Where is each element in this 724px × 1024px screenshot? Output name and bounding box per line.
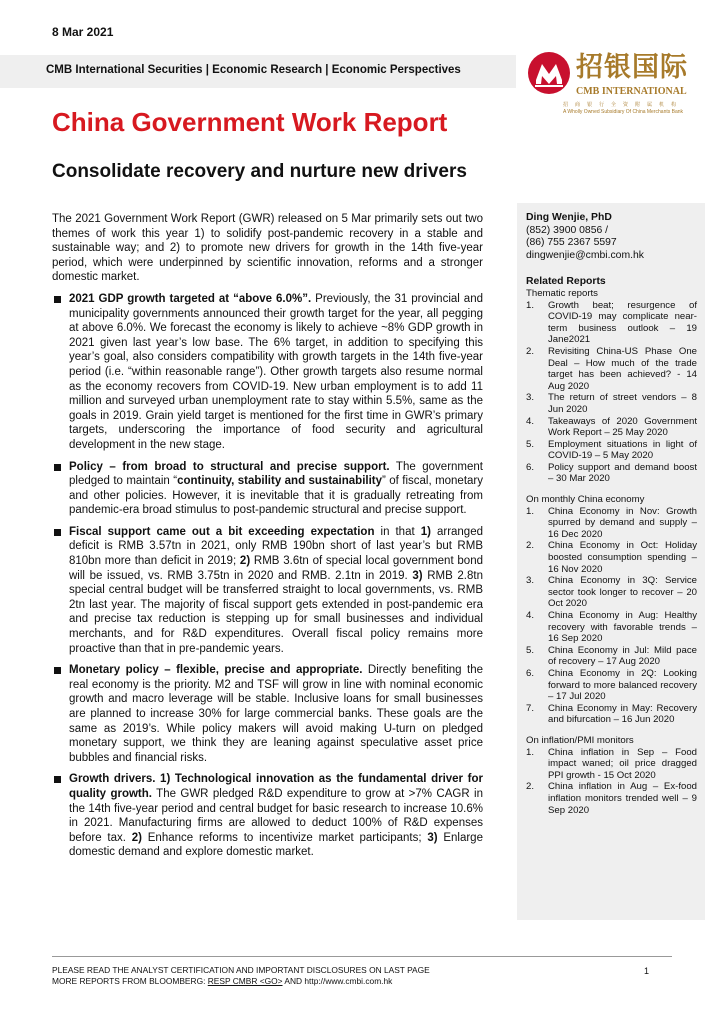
related-report-item[interactable] (526, 392, 697, 415)
item-number: 4. (526, 415, 535, 427)
bold-text: continuity, stability and sustainability (177, 475, 382, 488)
bullet-paragraph (52, 460, 483, 518)
item-number: 7. (526, 702, 535, 714)
logo-en-text: CMB INTERNATIONAL (576, 86, 687, 97)
report-title: The return of street vendors – 8 Jun 2020 (548, 392, 697, 415)
bold-text: 3) (427, 831, 438, 844)
related-report-item[interactable] (526, 645, 697, 668)
related-report-item[interactable] (526, 610, 697, 645)
item-number: 3. (526, 392, 535, 404)
header-bar (0, 55, 516, 88)
report-title: China Economy in 3Q: Service sector took longer to recover – 20 Oct 2020 (548, 575, 697, 610)
page-title: China Government Work Report (52, 107, 448, 137)
report-title: Takeaways of 2020 Government Work Report – 25 May 2020 (548, 415, 697, 439)
related-report-item[interactable] (526, 506, 697, 541)
report-group-title: On monthly China economy (526, 494, 645, 506)
item-number: 1. (526, 299, 535, 311)
footer-disclaimer: PLEASE READ THE ANALYST CERTIFICATION AND IMPORTANT DISCLOSURES ON LAST PAGE (52, 965, 430, 975)
report-group (526, 494, 697, 726)
analyst-email[interactable]: dingwenjie@cmbi.com.hk (526, 249, 644, 261)
logo-sub-cn: 招商银行全资附属机构 (562, 102, 683, 108)
logo-sub-en: A Wholly Owned Subsidiary Of China Merchants Bank (562, 109, 684, 115)
bloomberg-link[interactable]: RESP CMBR <GO> (207, 976, 283, 986)
bold-text: 2) (131, 831, 142, 844)
report-title: China Economy in Jul: Mild pace of recovery – 17 Aug 2020 (548, 644, 697, 668)
item-number: 5. (526, 438, 535, 450)
body-text: ” of fiscal, monetary and other policies. However, it is inevitable that it is gradually retreating from pandemic-era broad stimulus to post-pandemic structural and precise support. (69, 475, 484, 517)
report-title: Employment situations in light of COVID-19 – 5 May 2020 (548, 438, 697, 462)
body-text: The GWR pledged R&D expenditure to grow at >7% CAGR in the 14th five-year period and central budget for basic research to increase 10.6% in 2021. Manufacturing firms are allowed to deduct 100% of R&D expenses before tax. (69, 787, 483, 844)
related-report-item[interactable] (526, 781, 697, 816)
related-report-item[interactable] (526, 346, 697, 392)
item-number: 4. (526, 610, 535, 621)
body-text: Enlarge domestic demand and explore domestic market. (69, 831, 483, 859)
intro-paragraph: The 2021 Government Work Report (GWR) released on 5 Mar primarily sets out two themes of work this year 1) to solidify post-pandemic recovery in a stable and sustainable way; and 2) to promote new drivers for growth in the 14th five-year period, which were underpinned by scientific innovation, reforms and a stronger domestic market. (52, 213, 483, 284)
bold-text: Policy – from broad to structural and precise support. (69, 460, 390, 473)
item-number: 3. (526, 575, 535, 587)
sidebar (517, 203, 705, 920)
footer (52, 965, 632, 987)
item-number: 2. (526, 540, 535, 552)
bold-text: 2021 GDP growth targeted at “above 6.0%”. (69, 292, 312, 305)
website-text[interactable]: AND http://www.cmbi.com.hk (282, 976, 393, 986)
body-text: Enhance reforms to incentivize market participants; (141, 831, 428, 844)
related-report-item[interactable] (526, 300, 697, 346)
report-title: China Economy in May: Recovery and bifurcation – 16 Jun 2020 (548, 702, 697, 726)
body-text: in that (374, 525, 421, 538)
footer-text: MORE REPORTS FROM BLOOMBERG: (52, 976, 208, 986)
related-report-item[interactable] (526, 462, 697, 485)
bold-text: Monetary policy – flexible, precise and appropriate. (69, 664, 363, 677)
item-number: 6. (526, 461, 535, 473)
related-report-item[interactable] (526, 540, 697, 575)
related-report-item[interactable] (526, 416, 697, 439)
cmb-logo-icon (528, 52, 570, 94)
related-reports-heading: Related Reports (526, 276, 606, 288)
item-number: 1. (526, 505, 535, 517)
page-number: 1 (644, 966, 650, 976)
report-title: China inflation in Aug – Ex-food inflation monitors trended well – 9 Sep 2020 (548, 781, 697, 816)
report-group-title: Thematic reports (526, 287, 598, 299)
related-report-item[interactable] (526, 439, 697, 462)
report-group-title: On inflation/PMI monitors (526, 734, 634, 746)
footer-divider (52, 956, 672, 957)
body-text: Previously, the 31 provincial and municipality governments announced their growth target for the year, all pegging at above 6.0%. We forecast the economy is likely to achieve ~8% GDP growth in 2021 given last year’s low base. The 6% target, in addition to specifying this year’s goal, also considers compatibility with growth targets in the 14th five-year period (i.e. “within reasonable range”). Other growth targets also resume normal as the economy recovers from COVID-19. New urban employment is to add 11 million and surveyed urban unemployment rate to stay within 5.5%, same as the goals in 2019. Grain yield target is mentioned for the first time in GWR’s primary targets, underscoring the importance of food security and agricultural development in the new stage. (69, 292, 483, 451)
bold-text: 1) (420, 525, 431, 538)
bullet-paragraph (52, 525, 483, 656)
logo-subtitle (528, 102, 718, 116)
item-number: 1. (526, 746, 535, 758)
item-number: 2. (526, 345, 535, 357)
report-title: China Economy in 2Q: Looking forward to more balanced recovery – 17 Jul 2020 (548, 667, 697, 703)
bullet-paragraph (52, 772, 483, 860)
report-date: 8 Mar 2021 (52, 25, 114, 39)
item-number: 2. (526, 781, 535, 793)
item-number: 6. (526, 667, 535, 679)
report-group (526, 735, 697, 816)
report-title: China Economy in Nov: Growth spurred by demand and supply – 16 Dec 2020 (548, 505, 697, 540)
report-group (526, 288, 697, 485)
body-text: The government pledged to maintain “ (69, 460, 483, 488)
bold-text: Fiscal support came out a bit exceeding expectation (69, 525, 375, 538)
report-title: Growth beat; resurgence of COVID-19 may complicate near-term business outlook – 19 Jane2021 (548, 299, 697, 346)
cmbi-logo (528, 52, 718, 122)
analyst-name: Ding Wenjie, PhD (526, 212, 612, 223)
report-title: China Economy in Oct: Holiday boosted consumption spending – 16 Nov 2020 (548, 540, 697, 575)
page-subtitle: Consolidate recovery and nurture new drivers (52, 161, 467, 182)
related-report-item[interactable] (526, 747, 697, 782)
report-title: Policy support and demand boost – 30 Mar 2020 (548, 461, 697, 485)
bold-text: 3) (412, 569, 423, 582)
related-report-item[interactable] (526, 575, 697, 610)
header-bar-text: CMB International Securities | Economic Research | Economic Perspectives (46, 64, 461, 76)
bold-text: 2) (239, 555, 251, 568)
body-text: RMB 3.6tn of special local government bond will be issued, vs. RMB 3.75tn in 2020 and RMB. 2.1tn in 2019. (69, 555, 483, 582)
main-body (52, 212, 483, 867)
report-title: Revisiting China-US Phase One Deal – How much of the trade target has been achieved? - 14 Aug 2020 (548, 345, 697, 392)
item-number: 5. (526, 644, 535, 656)
logo-cn-text: 招银国际 (576, 52, 688, 83)
bullet-paragraph (52, 292, 483, 453)
related-report-item[interactable] (526, 668, 697, 703)
analyst-phone-2: (86) 755 2367 5597 (526, 237, 617, 249)
body-text: RMB 2.8tn special central budget will be transferred straight to local governments, vs. RMB 2tn last year. The majority of fiscal support gets extended in post-pandemic era and precise tax reduction is stepping up for small businesses and individual merchants, and for R&D expenditures. Overall fiscal policy remains more proactive than that in pre-pandemic years. (69, 569, 483, 655)
report-title: China Economy in Aug: Healthy recovery with favorable trends – 16 Sep 2020 (548, 610, 697, 645)
body-text: Directly benefiting the real economy is the priority. M2 and TSF will grow in line with nominal economic growth and macro leverage will be stable. Inclusive loans for small businesses are planned to increase 30% for large commercial banks. These goals are the same as 2019’s. While policy makers will avoid making U-turn on pledged monetary support, we think they are leaning against speculative asset price bubbles and financial risks. (69, 664, 483, 764)
bullet-paragraph (52, 663, 483, 765)
analyst-phone: (852) 3900 0856 / (526, 224, 609, 236)
bold-text: Growth drivers. 1) Technological innovation as the fundamental driver for quality growth. (69, 773, 483, 800)
report-title: China inflation in Sep – Food impact waned; oil price dragged PPI growth - 15 Oct 2020 (548, 746, 697, 781)
body-text: arranged deficit is RMB 3.57tn in 2021, only RMB 190bn short of last year’s but RMB 810bn more than deficit in 2019; (69, 525, 483, 568)
related-report-item[interactable] (526, 703, 697, 726)
